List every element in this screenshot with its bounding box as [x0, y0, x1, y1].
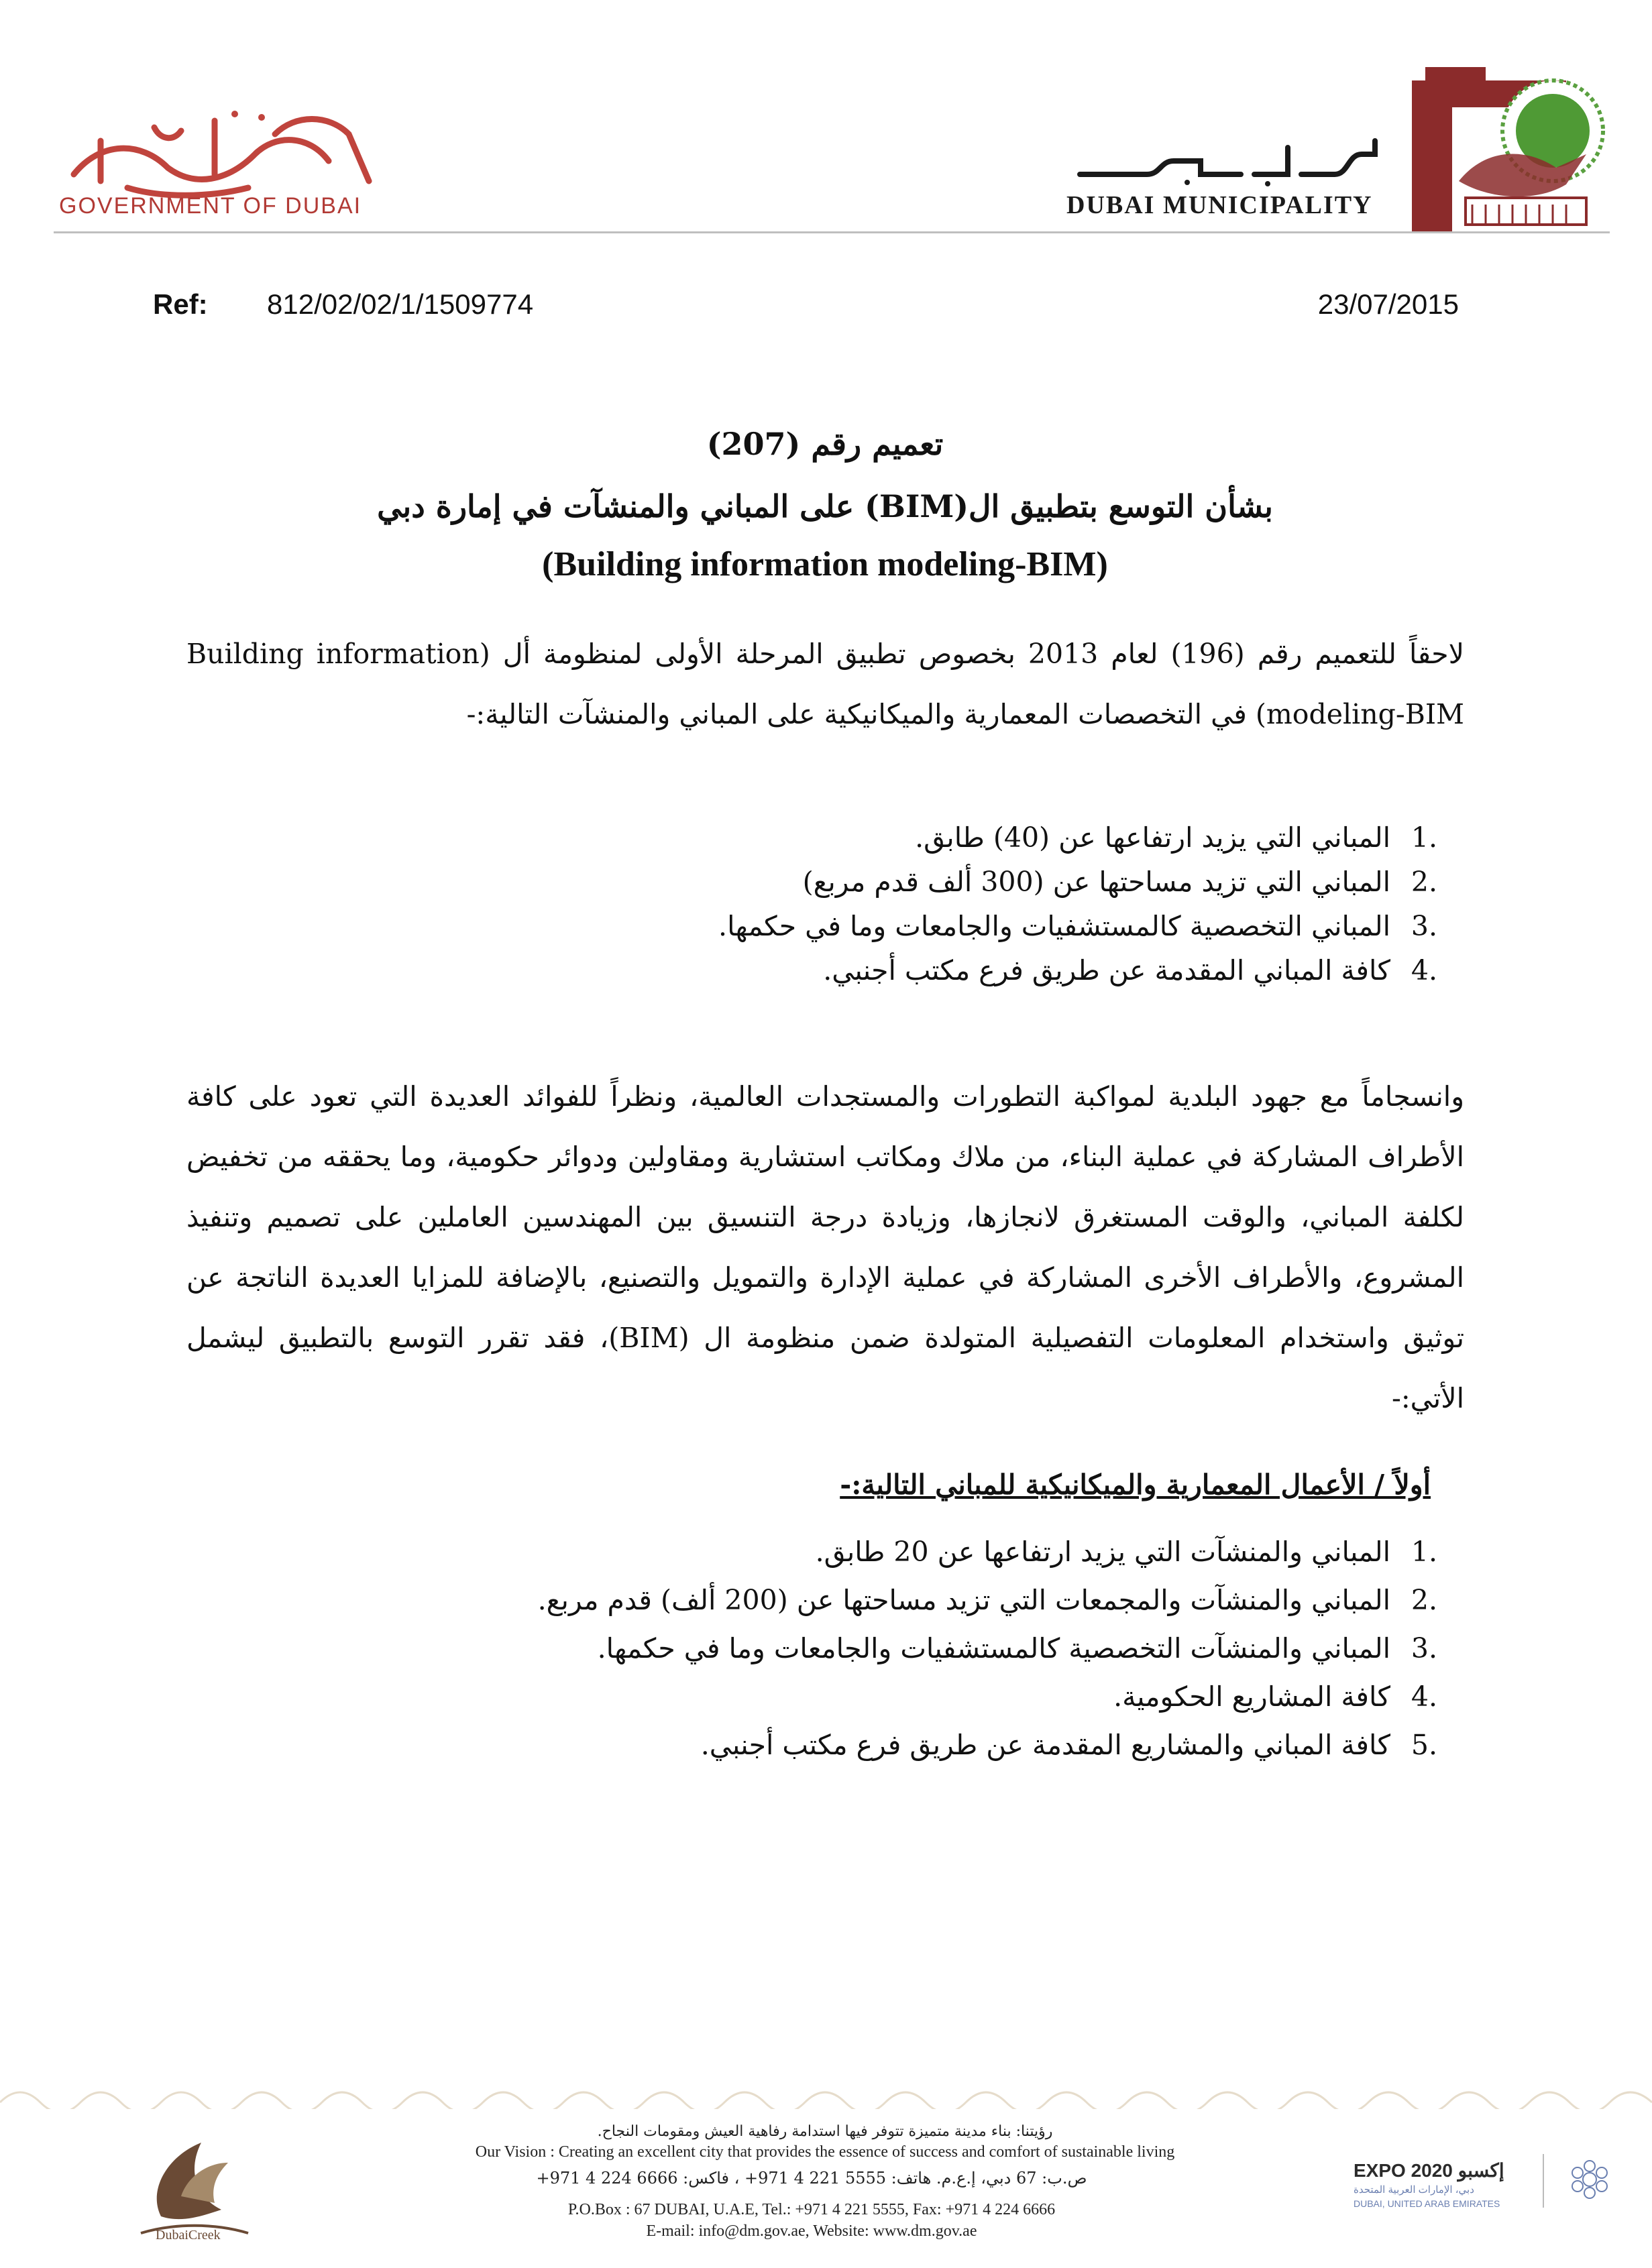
- list-number: .2: [1411, 1584, 1437, 1616]
- list-text: كافة المباني والمشاريع المقدمة عن طريق فرع مكتب أجنبي.: [700, 1729, 1390, 1761]
- first-building-list: [431, 821, 1437, 999]
- expo-2020-title: EXPO 2020 إكسبو: [1354, 2160, 1504, 2181]
- list-number: .5: [1411, 1729, 1437, 1761]
- expo-2020-subtitle-english: DUBAI, UNITED ARAB EMIRATES: [1354, 2198, 1500, 2209]
- dubai-creek-logo-text: DubaiCreek: [156, 2228, 221, 2243]
- expo-2020-subtitle-arabic: دبي، الإمارات العربية المتحدة: [1354, 2184, 1474, 2196]
- list-number: .4: [1411, 1681, 1437, 1713]
- list-text: المباني والمنشآت التي يزيد ارتفاعها عن 20 طابق.: [815, 1536, 1390, 1568]
- circular-title: تعميم رقم (207): [706, 426, 944, 462]
- list-item: [431, 821, 1437, 866]
- list-number: .1: [1411, 821, 1437, 854]
- footer-decorative-border: [0, 2082, 1652, 2109]
- list-item: [431, 1681, 1437, 1729]
- document-date: 23/07/2015: [1317, 288, 1459, 320]
- list-item: [431, 1729, 1437, 1777]
- list-text: كافة المباني المقدمة عن طريق فرع مكتب أجنبي.: [823, 954, 1390, 986]
- list-number: .3: [1411, 1632, 1437, 1664]
- list-number: .3: [1411, 910, 1437, 942]
- vision-statement-arabic: رؤيتنا: بناء مدينة متميزة تتوفر فيها استدامة رفاهية العيش ومقومات النجاح.: [597, 2123, 1053, 2140]
- reference-label: Ref:: [153, 288, 208, 320]
- circular-subject-english: (Building information modeling-BIM): [542, 545, 1108, 583]
- government-of-dubai-logo: [60, 101, 382, 201]
- list-item: [431, 1536, 1437, 1584]
- government-of-dubai-name: GOVERNMENT OF DUBAI: [59, 193, 362, 219]
- list-item: [431, 910, 1437, 954]
- list-item: [431, 954, 1437, 999]
- intro-paragraph: لاحقاً للتعميم رقم (196) لعام 2013 بخصوص تطبيق المرحلة الأولى لمنظومة أل (Building information modeling-BIM) في التخصصات المعمارية والميكانيكية على المباني والمنشآت التالية:-: [186, 638, 1464, 730]
- list-item: [431, 1584, 1437, 1632]
- dubai-municipality-arabic-logotype: [1066, 134, 1388, 188]
- dubai-municipality-emblem: [1412, 67, 1606, 231]
- list-text: المباني التخصصية كالمستشفيات والجامعات وما في حكمها.: [718, 910, 1390, 942]
- expo-2020-emblem-icon: [1563, 2153, 1616, 2206]
- header-divider: [54, 231, 1610, 233]
- email-website-line: E-mail: info@dm.gov.ae, Website: www.dm.gov.ae: [646, 2222, 977, 2240]
- list-text: كافة المشاريع الحكومية.: [1113, 1681, 1390, 1713]
- list-text: المباني التي يزيد ارتفاعها عن (40) طابق.: [915, 821, 1390, 854]
- second-building-list: [431, 1536, 1437, 1777]
- list-item: [431, 866, 1437, 910]
- section-heading: أولاً / الأعمال المعمارية والميكانيكية للمباني التالية:-: [840, 1469, 1431, 1501]
- contact-info-arabic: ص.ب: 67 دبي، إ.ع.م. هاتف: 5555 221 4 971+ ، فاكس: 6666 224 4 971+: [536, 2169, 1087, 2188]
- reference-number: 812/02/02/1/1509774: [267, 288, 534, 320]
- circular-subject: بشأن التوسع بتطبيق ال(BIM) على المباني والمنشآت في إمارة دبي: [377, 488, 1273, 524]
- list-text: المباني والمنشآت التخصصية كالمستشفيات والجامعات وما في حكمها.: [597, 1632, 1390, 1664]
- list-number: .4: [1411, 954, 1437, 986]
- contact-info-english: P.O.Box : 67 DUBAI, U.A.E, Tel.: +971 4 221 5555, Fax: +971 4 224 6666: [567, 2201, 1056, 2218]
- vision-statement-english: Our Vision : Creating an excellent city that provides the essence of success and comfort of sustainable living: [475, 2143, 1175, 2161]
- list-number: .2: [1411, 866, 1437, 898]
- list-text: المباني والمنشآت والمجمعات التي تزيد مساحتها عن (200 ألف) قدم مربع.: [537, 1584, 1390, 1616]
- expo-divider: [1543, 2154, 1544, 2208]
- main-paragraph: وانسجاماً مع جهود البلدية لمواكبة التطورات والمستجدات العالمية، ونظراً للفوائد العديدة التي تعود على كافة الأطراف المشاركة في عملية البناء، من ملاك ومكاتب استشارية ومقاولين ودوائر حكومية، وما يحققه من تخفيض لكلفة المباني، والوقت المستغرق لانجازها، وزيادة درجة التنسيق بين المهندسين العاملين على تصميم وتنفيذ المشروع، والأطراف الأخرى المشاركة في عملية الإدارة والتمويل والتصنيع، بالإضافة للمزايا العديدة الناتجة عن توثيق واستخدام المعلومات التفصيلية المتولدة ضمن منظومة ال (BIM)، فقد تقرر التوسع بالتطبيق ليشمل الأتي:-: [186, 1080, 1465, 1414]
- dubai-municipality-name: DUBAI MUNICIPALITY: [1066, 191, 1373, 219]
- list-text: المباني التي تزيد مساحتها عن (300 ألف قدم مربع): [802, 866, 1390, 898]
- list-number: .1: [1411, 1536, 1437, 1568]
- list-item: [431, 1632, 1437, 1681]
